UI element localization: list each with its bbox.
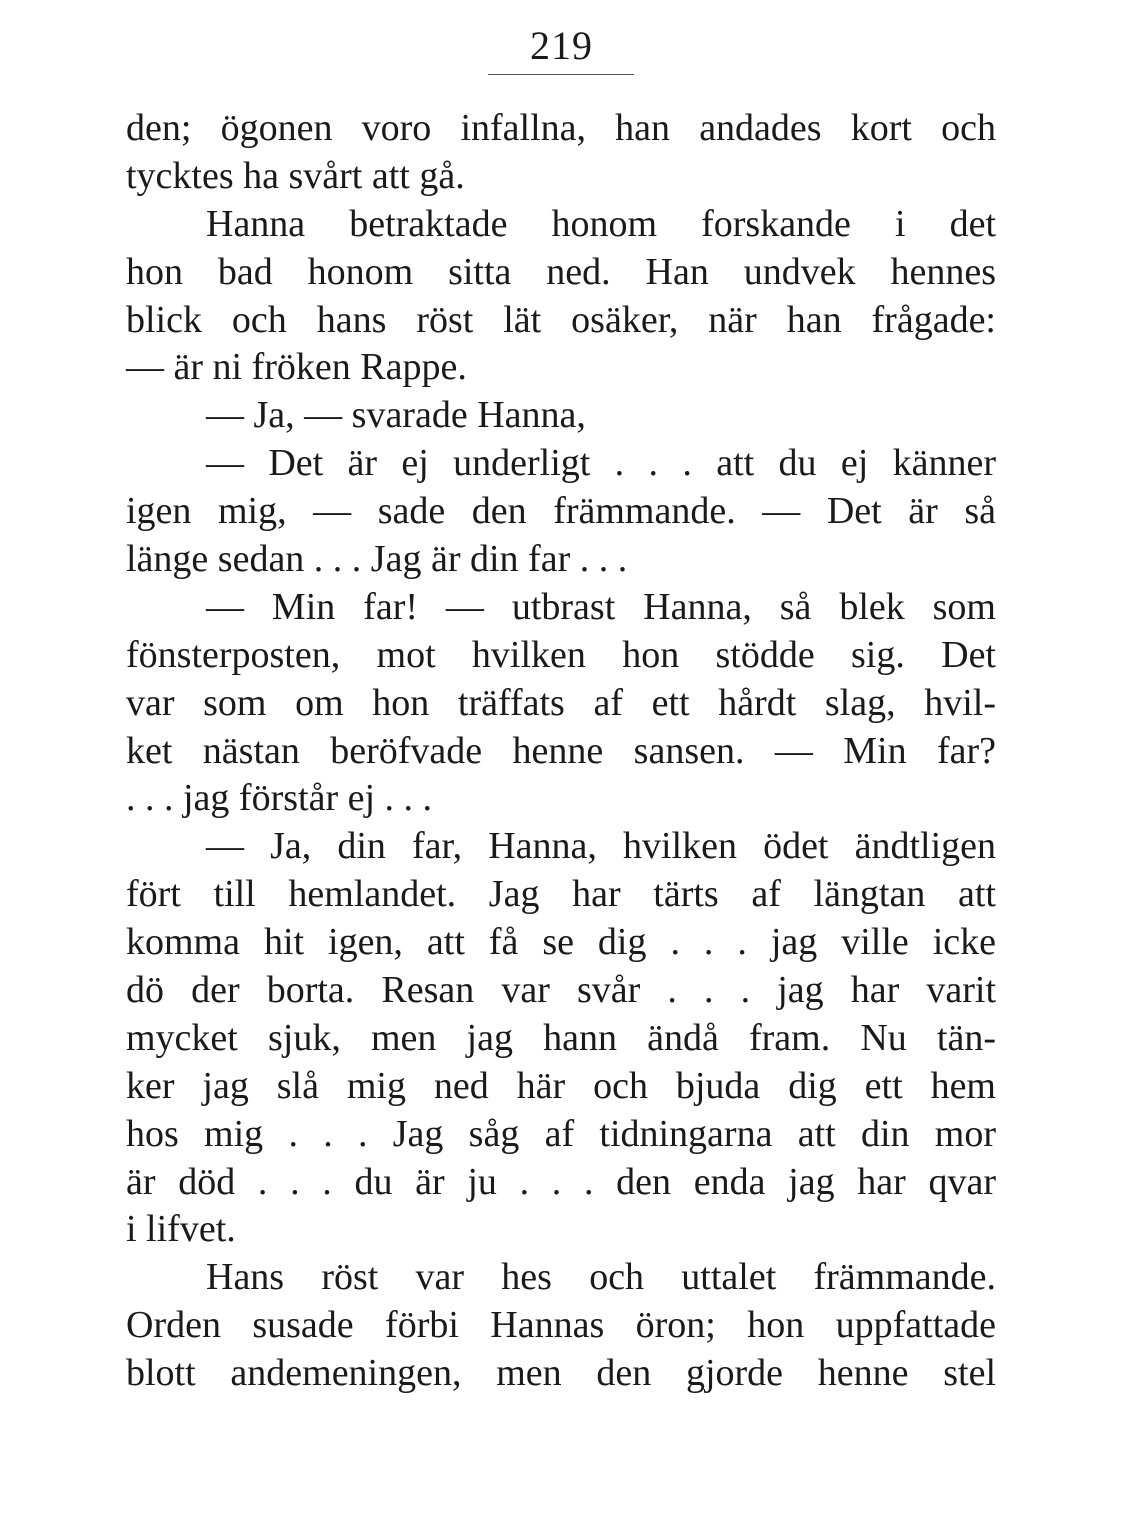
- text-line: den; ögonen voro infallna, han andades kort och: [126, 107, 996, 149]
- text-line: Hanna betraktade honom forskande i det: [206, 202, 996, 245]
- text-line: Hans röst var hes och uttalet främmande.: [206, 1256, 996, 1299]
- text-line: komma hit igen, att få se dig . . . jag ville icke: [126, 921, 996, 964]
- text-line: ket nästan beröfvade henne sansen. — Min far?: [126, 729, 996, 772]
- text-line: är död . . . du är ju . . . den enda jag har qvar: [126, 1160, 996, 1203]
- text-line: fört till hemlandet. Jag har tärts af längtan att: [126, 873, 996, 916]
- text-line: igen mig, — sade den främmande. — Det är så: [126, 490, 996, 533]
- body-text: [126, 105, 996, 1398]
- text-line: dö der borta. Resan var svår . . . jag har varit: [126, 969, 996, 1012]
- text-line: länge sedan . . . Jag är din far . . .: [126, 538, 628, 581]
- text-line: fönsterposten, mot hvilken hon stödde sig. Det: [126, 633, 996, 676]
- text-line: ker jag slå mig ned här och bjuda dig ett hem: [126, 1064, 996, 1107]
- header-rule: [488, 74, 634, 75]
- text-line: — Ja, — svarade Hanna,: [206, 394, 586, 437]
- text-line: — Min far! — utbrast Hanna, så blek som: [206, 585, 996, 628]
- text-line: — Ja, din far, Hanna, hvilken ödet ändtligen: [206, 825, 996, 868]
- text-line: — Det är ej underligt . . . att du ej känner: [206, 442, 996, 485]
- text-line: tycktes ha svårt att gå.: [126, 154, 465, 197]
- text-line: hon bad honom sitta ned. Han undvek hennes: [126, 250, 996, 293]
- text-line: mycket sjuk, men jag hann ändå fram. Nu tän-: [126, 1016, 996, 1059]
- page-number: 219: [530, 23, 593, 68]
- text-line: hos mig . . . Jag såg af tidningarna att din mor: [126, 1112, 996, 1155]
- text-line: var som om hon träffats af ett hårdt slag, hvil-: [126, 681, 996, 724]
- text-line: Orden susade förbi Hannas öron; hon uppfattade: [126, 1304, 996, 1347]
- text-line: — är ni fröken Rappe.: [126, 346, 467, 389]
- text-line: . . . jag förstår ej . . .: [126, 777, 433, 820]
- text-line: i lifvet.: [126, 1208, 236, 1251]
- text-line: blick och hans röst lät osäker, när han frågade:: [126, 298, 996, 341]
- text-line: blott andemeningen, men den gjorde henne stel: [126, 1352, 996, 1395]
